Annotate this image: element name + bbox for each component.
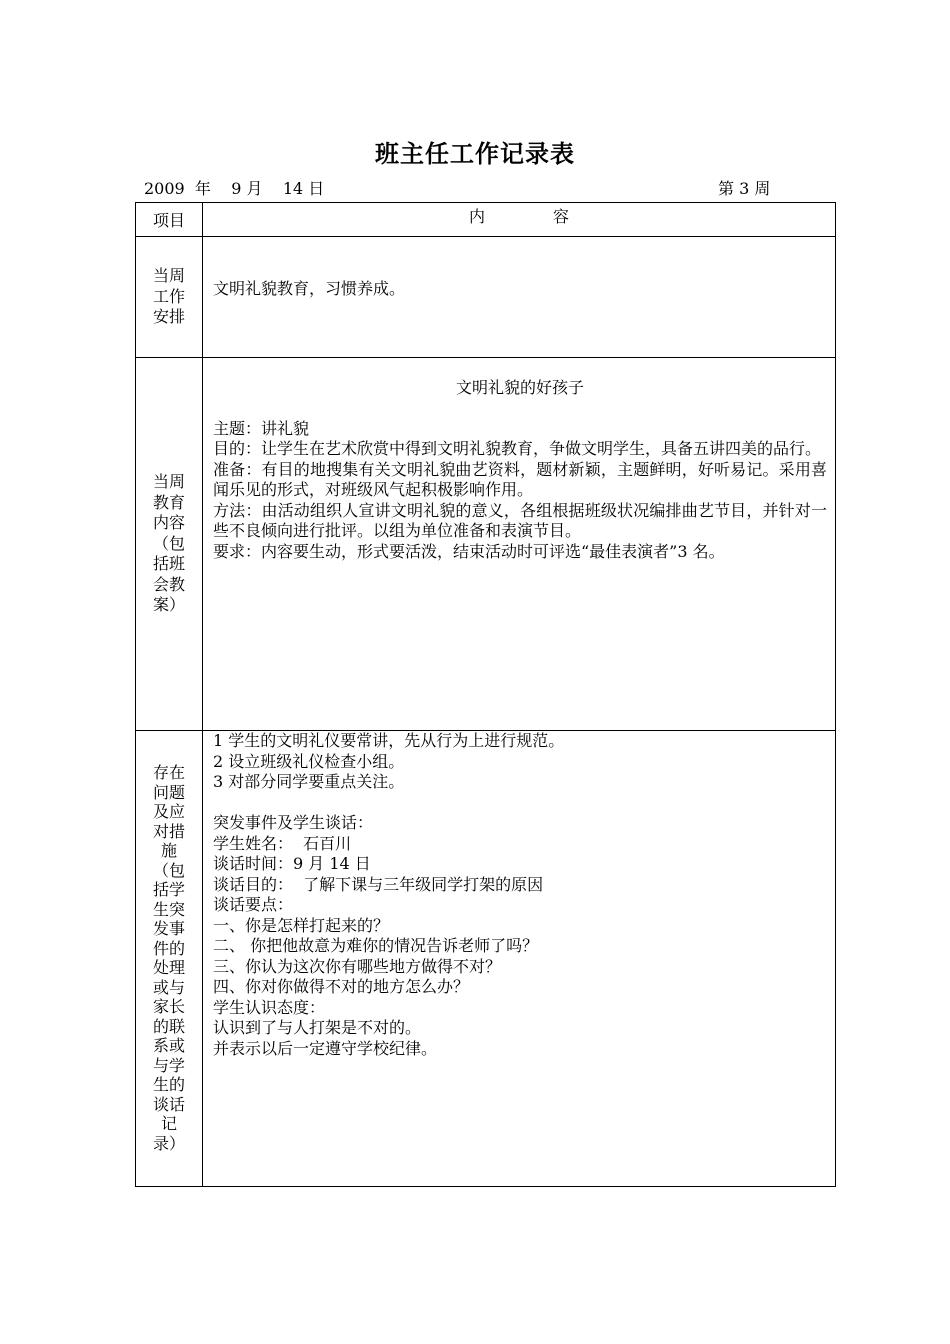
record-table: [135, 202, 836, 1187]
date-line: 2009 年 9 月 14 日: [144, 179, 325, 198]
issue-line: 1 学生的文明礼仪要常讲，先从行为上进行规范。: [213, 731, 565, 750]
lesson-topic: 主题：讲礼貌: [213, 418, 310, 438]
plan-line: 文明礼貌教育，习惯养成。: [213, 279, 406, 298]
content-weekly-plan: [203, 237, 836, 358]
content-issues: [203, 731, 836, 1187]
label-weekly-plan: 当周工作安排: [136, 237, 203, 358]
week-number: 第 3 周: [718, 179, 771, 198]
issue-line: 二、 你把他故意为难你的情况告诉老师了吗？: [213, 936, 539, 955]
issue-line: [213, 793, 827, 814]
issue-line: 学生认识态度：: [213, 997, 326, 1017]
row-education-content: [136, 358, 836, 731]
issue-line: 并表示以后一定遵守学校纪律。: [213, 1038, 438, 1058]
header-item: 项目: [136, 203, 203, 237]
issue-line: 谈话时间：9 月 14 日: [213, 854, 371, 873]
issue-line: 一、你是怎样打起来的？: [213, 915, 390, 935]
issue-line: 谈话要点：: [213, 895, 294, 914]
issue-line: 四、你对你做得不对的地方怎么办？: [213, 977, 470, 996]
header-content-b: 容: [553, 207, 570, 226]
label-education-content: 当周教育内容（包括班会教案）: [136, 358, 203, 731]
lesson-method: 方法：由活动组织人宣讲文明礼貌的意义，各组根据班级状况编排曲艺节目，并针对一些不良倾向进行批评。以组为单位准备和表演节目。: [213, 500, 827, 540]
issue-line: 三、你认为这次你有哪些地方做得不对？: [213, 956, 502, 976]
lesson-purpose: 目的：让学生在艺术欣赏中得到文明礼貌教育，争做文明学生，具备五讲四美的品行。: [213, 439, 822, 458]
content-education: [203, 358, 836, 731]
label-issues-measures: 存在问题及应对措施（包括学生突发事件的处理或与家长的联系或与学生的谈话记录）: [136, 731, 203, 1187]
row-weekly-plan: [136, 237, 836, 358]
lesson-heading: 文明礼貌的好孩子: [455, 378, 584, 397]
issue-line: 3 对部分同学要重点关注。: [213, 772, 405, 791]
lesson-requirement: 要求：内容要生动，形式要活泼，结束活动时可评选“最佳表演者”3 名。: [213, 541, 725, 561]
issue-line: 认识到了与人打架是不对的。: [213, 1018, 422, 1037]
header-content-a: 内: [468, 207, 485, 226]
document-title: 班主任工作记录表: [375, 140, 575, 168]
header-content: [203, 203, 836, 237]
row-issues-measures: [136, 731, 836, 1187]
issue-line: 谈话目的： 了解下课与三年级同学打架的原因: [213, 874, 544, 894]
issue-line: 学生姓名： 石百川: [213, 833, 352, 853]
lesson-preparation: 准备：有目的地搜集有关文明礼貌曲艺资料，题材新颖，主题鲜明，好听易记。采用喜闻乐见的形式，对班级风气起积极影响作用。: [213, 459, 827, 499]
issue-line: 突发事件及学生谈话：: [213, 813, 374, 832]
header-row: [136, 203, 836, 237]
issue-line: 2 设立班级礼仪检查小组。: [213, 751, 405, 771]
